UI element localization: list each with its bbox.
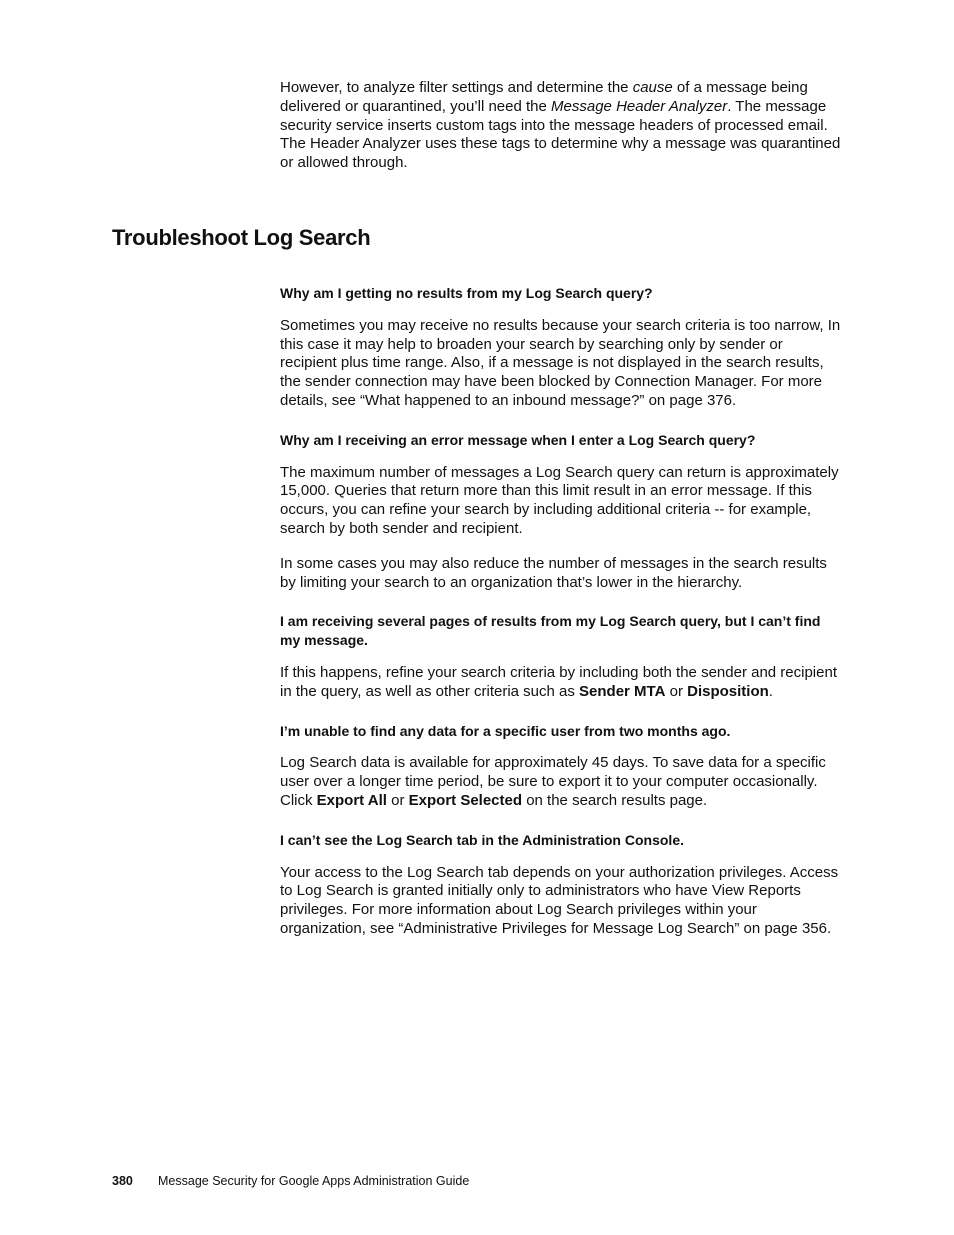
intro-emphasis-cause: cause — [632, 79, 673, 96]
section-title: Troubleshoot Log Search — [112, 225, 371, 250]
document-title: Message Security for Google Apps Administration Guide — [158, 1174, 470, 1188]
answer-text: Log Search data is available for approximately 45 days. To save data for a specific user over a longer time period, be sure to export it to your computer occasionally. Click — [280, 754, 826, 809]
answer-text: on the search results page. — [522, 791, 708, 809]
faq-item — [280, 722, 842, 811]
faq-question: Why am I receiving an error message when I enter a Log Search query? — [280, 431, 756, 448]
faq-answer: In some cases you may also reduce the number of messages in the search results by limiting your search to an organization that’s lower in the hierarchy. — [280, 554, 827, 591]
faq-answer: The maximum number of messages a Log Search query can return is approximately 15,000. Queries that return more than this limit result in an error message. If this occurs, you can refine your search by including additional criteria -- for example, search by both sender and recipient. — [280, 463, 839, 537]
ui-term-disposition: Disposition — [687, 682, 769, 700]
faq-answer — [280, 754, 842, 810]
faq-list — [280, 284, 842, 959]
ui-term-sender-mta: Sender MTA — [579, 682, 666, 700]
answer-text: or — [665, 682, 688, 700]
faq-question: I am receiving several pages of results from my Log Search query, but I can’t find my message. — [280, 613, 821, 649]
intro-text: of a message being delivered or quarantined, you’ll need the — [280, 79, 808, 115]
ui-term-export-selected: Export Selected — [408, 791, 523, 809]
answer-text: If this happens, refine your search criteria by including both the sender and recipient in the query, as well as other criteria such as — [280, 663, 837, 700]
intro-emphasis-analyzer: Message Header Analyzer — [551, 97, 728, 115]
ui-term-export-all: Export All — [316, 791, 387, 809]
faq-answer: Your access to the Log Search tab depends on your authorization privileges. Access to Log Search is granted initially only to administrators who have View Reports privileges. For more information about Log Search privileges within your organization, see “Administrative Privileges for Message Log Search” on page 356. — [280, 863, 839, 937]
faq-question: Why am I getting no results from my Log Search query? — [280, 285, 653, 301]
faq-answer — [280, 664, 842, 702]
faq-item — [280, 612, 842, 701]
faq-item — [280, 431, 842, 593]
page-number: 380 — [112, 1174, 133, 1188]
faq-question: I can’t see the Log Search tab in the Administration Console. — [280, 831, 684, 848]
page-footer — [112, 1174, 469, 1188]
faq-answer: Sometimes you may receive no results because your search criteria is too narrow, In this case it may help to broaden your search by searching only by sender or recipient plus time range. Also, if a message is not displayed in the search results, the sender connection may have been blocked by Connection Manager. For more details, see “What happened to an inbound message?” on page 376. — [280, 316, 841, 409]
faq-question: I’m unable to find any data for a specific user from two months ago. — [280, 722, 731, 739]
intro-paragraph — [280, 79, 842, 173]
intro-text: . The message security service inserts custom tags into the message headers of processed email. The Header Analyzer uses these tags to determine why a message was quarantined or allowed through. — [280, 97, 841, 172]
intro-text: However, to analyze filter settings and determine the — [280, 79, 633, 96]
faq-item — [280, 284, 842, 411]
answer-text: or — [386, 791, 409, 809]
answer-text: . — [768, 682, 773, 700]
faq-item — [280, 831, 842, 939]
